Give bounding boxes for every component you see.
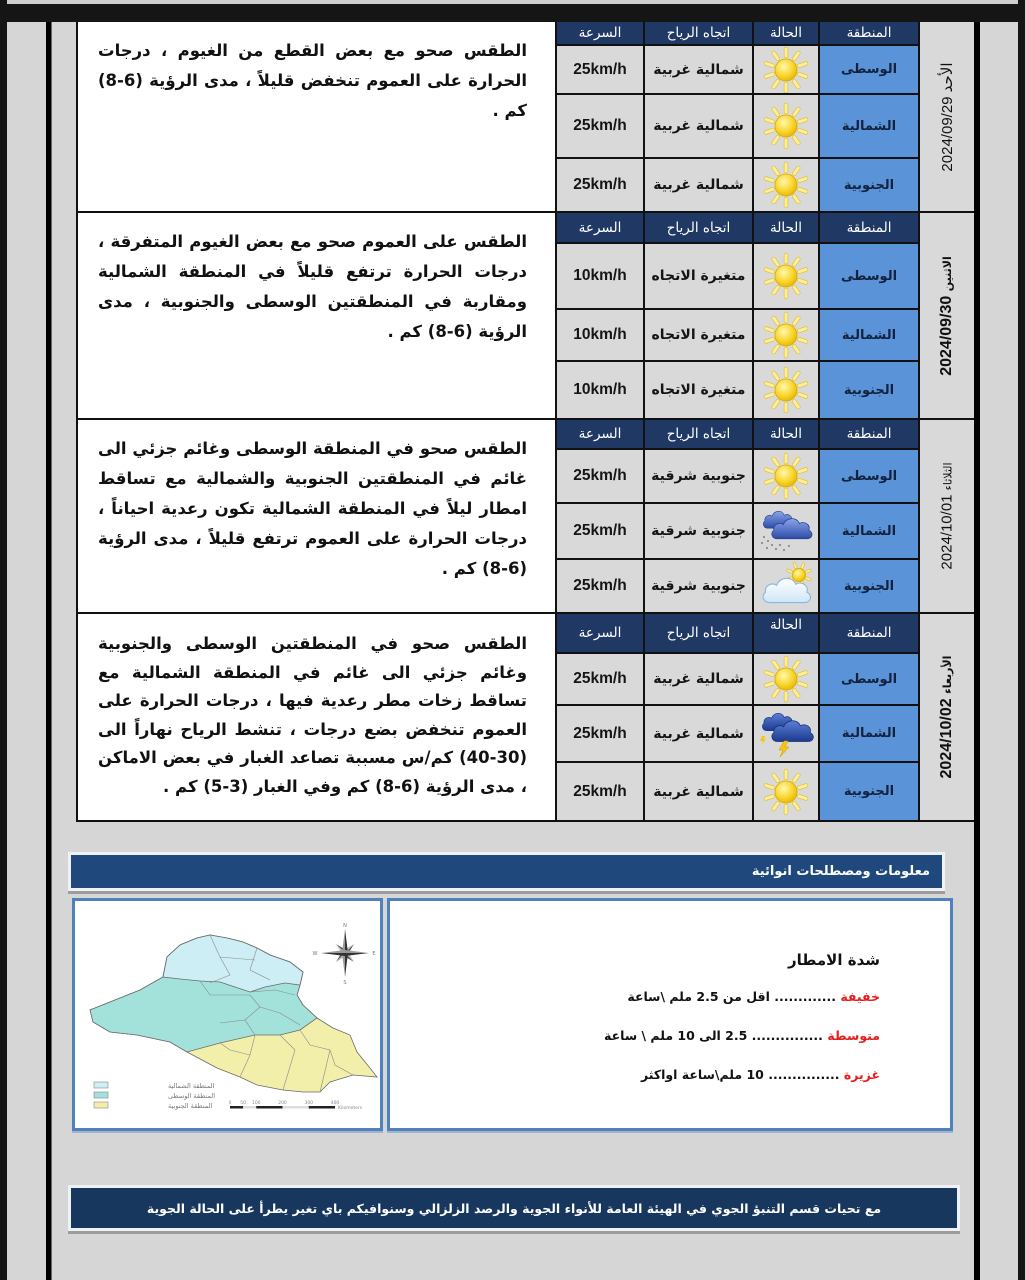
condition-cell — [754, 46, 818, 93]
scale-segment — [243, 1106, 256, 1109]
condition-cell — [754, 95, 818, 157]
wind-direction: جنوبية شرقية — [645, 560, 752, 612]
header-speed: السرعة — [557, 22, 643, 44]
region-name: الجنوبية — [820, 763, 918, 820]
header-region: المنطقة — [820, 213, 918, 242]
wind-direction: شمالية غربية — [645, 95, 752, 157]
compass-rose-icon — [313, 923, 376, 986]
wind-speed: 25km/h — [557, 159, 643, 211]
wind-direction: شمالية غربية — [645, 654, 752, 704]
day-name: الأحد — [939, 61, 956, 92]
day-date-cell — [920, 614, 974, 820]
header-condition: الحالة — [754, 213, 818, 242]
forecast-description: الطقس صحو في المنطقتين الوسطى والجنوبية وغائم جزئي الى غائم في المنطقة الشمالية مع تساقط زخات مطر رعدية فيها ، درجات الحرارة على العموم تنخفض بضع درجات ، تنشط الرياح نهاراً الى (30-40) كم/س مسببة تصاعد الغبار في بعض الاماكن ، مدى الرؤية (6-8) كم وفي الغبار (3-5) كم . — [78, 614, 555, 820]
header-speed: السرعة — [557, 420, 643, 448]
sun-icon — [758, 161, 814, 209]
region-name: الجنوبية — [820, 560, 918, 612]
day-name: الثلاثاء — [942, 462, 955, 491]
rain-level-light — [604, 989, 880, 1028]
frame-line-right — [974, 22, 980, 1280]
wind-direction: جنوبية شرقية — [645, 450, 752, 502]
rain-level-moderate — [604, 1028, 880, 1067]
sun-icon — [758, 768, 814, 816]
scale-segment — [283, 1106, 309, 1109]
header-region: المنطقة — [820, 614, 918, 652]
thunderstorm-icon — [758, 710, 814, 758]
scale-segment — [230, 1106, 243, 1109]
wind-direction: شمالية غربية — [645, 763, 752, 820]
legend-label-north: المنطقة الشمالية — [168, 1082, 215, 1090]
page-right-border — [1018, 0, 1025, 1280]
wind-direction: شمالية غربية — [645, 706, 752, 761]
wind-speed: 25km/h — [557, 504, 643, 558]
compass-label-s: S — [343, 980, 347, 986]
wind-direction: متغيرة الاتجاه — [645, 362, 752, 418]
day-date-label — [939, 462, 956, 569]
scale-unit-label: Kilometers — [338, 1106, 363, 1111]
day-name: الأربعاء — [942, 655, 954, 694]
wind-direction: شمالية غربية — [645, 46, 752, 93]
page-left-border — [0, 0, 7, 1280]
condition-cell — [754, 560, 818, 612]
rain-level-heavy — [604, 1067, 880, 1106]
wind-direction: شمالية غربية — [645, 159, 752, 211]
wind-speed: 25km/h — [557, 706, 643, 761]
scale-segment — [256, 1106, 282, 1109]
rain-level-label: متوسطة — [827, 1028, 880, 1043]
scale-tick-label: 300 — [304, 1101, 314, 1106]
scale-tick-label: 100 — [251, 1101, 261, 1106]
header-condition: الحالة — [754, 614, 818, 652]
header-speed: السرعة — [557, 213, 643, 242]
region-name: الشمالية — [820, 504, 918, 558]
scale-tick-label: 400 — [330, 1101, 340, 1106]
legend-label-middle: المنطقة الوسطى — [168, 1092, 216, 1100]
region-name: الجنوبية — [820, 362, 918, 418]
sun-icon — [758, 102, 814, 150]
rain-intensity-title: شدة الامطار — [788, 951, 880, 969]
rain-cloud-icon — [758, 507, 814, 555]
rain-level-label: غزيرة — [843, 1067, 880, 1082]
header-speed: السرعة — [557, 614, 643, 652]
rain-level-description: ............... 2.5 الى 10 ملم \ ساعة — [604, 1028, 828, 1043]
header-condition: الحالة — [754, 420, 818, 448]
wind-speed: 25km/h — [557, 46, 643, 93]
info-banner — [68, 852, 945, 891]
wind-speed: 10km/h — [557, 362, 643, 418]
wind-direction: متغيرة الاتجاه — [645, 244, 752, 308]
sun-icon — [758, 311, 814, 359]
sun-icon — [758, 452, 814, 500]
condition-cell — [754, 159, 818, 211]
wind-speed: 25km/h — [557, 654, 643, 704]
rain-level-description: ............. اقل من 2.5 ملم \ساعة — [627, 989, 841, 1004]
condition-cell — [754, 654, 818, 704]
condition-cell — [754, 450, 818, 502]
day-date-label — [938, 62, 956, 171]
forecast-description: الطقس صحو في المنطقة الوسطى وغائم جزئي الى غائم في المنطقتين الجنوبية والشمالية مع تساقط امطار ليلاً في المنطقة الشمالية تكون رعدية احياناً ، درجات الحرارة على العموم ترتفع قليلاً ، مدى الرؤية (6-8) كم . — [78, 420, 555, 612]
forecast-description: الطقس صحو مع بعض القطع من الغيوم ، درجات الحرارة على العموم تنخفض قليلاً ، مدى الرؤية (6-8) كم . — [78, 22, 555, 211]
wind-direction: جنوبية شرقية — [645, 504, 752, 558]
condition-cell — [754, 310, 818, 360]
condition-cell — [754, 706, 818, 761]
rain-intensity — [604, 951, 880, 1106]
header-condition: الحالة — [754, 22, 818, 44]
region-name: الوسطى — [820, 244, 918, 308]
sun-icon — [758, 366, 814, 414]
day-date-label — [938, 256, 956, 376]
day-name: الاثنين — [942, 255, 954, 291]
map-scale-bar — [229, 1100, 363, 1111]
wind-speed: 25km/h — [557, 763, 643, 820]
footer-message: مع تحيات قسم التنبؤ الجوي في الهيئة العامة للأنواء الجوية والرصد الزلزالي وسنوافيكم باي تغير يطرأ على الحالة الجوية — [146, 1200, 882, 1216]
date: 2024/10/02 — [938, 698, 955, 779]
iraq-regions-map — [72, 898, 383, 1131]
wind-direction: متغيرة الاتجاه — [645, 310, 752, 360]
scale-tick-label: 0 — [228, 1101, 232, 1106]
condition-cell — [754, 763, 818, 820]
footer-banner — [68, 1185, 960, 1231]
date: 2024/09/29 — [939, 95, 956, 172]
day-date-cell — [920, 213, 974, 418]
region-name: الوسطى — [820, 450, 918, 502]
map-legend — [94, 1082, 215, 1110]
region-name: الوسطى — [820, 654, 918, 704]
day-date-label — [938, 656, 956, 779]
condition-cell — [754, 504, 818, 558]
date: 2024/09/30 — [938, 295, 955, 376]
scale-tick-label: 200 — [278, 1101, 287, 1106]
wind-speed: 10km/h — [557, 244, 643, 308]
forecast-table — [76, 22, 974, 822]
legend-swatch-middle — [94, 1092, 108, 1098]
wind-speed: 25km/h — [557, 95, 643, 157]
region-name: الجنوبية — [820, 159, 918, 211]
condition-cell — [754, 244, 818, 308]
header-region: المنطقة — [820, 22, 918, 44]
frame-line-left — [46, 22, 52, 1280]
scale-tick-label: 50 — [240, 1101, 246, 1106]
sun-icon — [758, 655, 814, 703]
day-date-cell — [920, 420, 974, 612]
header-region: المنطقة — [820, 420, 918, 448]
sun-icon — [758, 252, 814, 300]
region-name: الشمالية — [820, 310, 918, 360]
compass-label-e: E — [372, 951, 376, 957]
compass-label-n: N — [343, 923, 347, 929]
region-name: الشمالية — [820, 706, 918, 761]
header-wind-direction: اتجاه الرياح — [645, 22, 752, 44]
header-wind-direction: اتجاه الرياح — [645, 614, 752, 652]
scale-segment — [309, 1106, 335, 1109]
condition-cell — [754, 362, 818, 418]
legend-label-south: المنطقة الجنوبية — [168, 1102, 213, 1110]
rain-intensity-box — [387, 898, 953, 1131]
date: 2024/10/01 — [938, 494, 956, 570]
legend-swatch-north — [94, 1082, 108, 1088]
header-wind-direction: اتجاه الرياح — [645, 213, 752, 242]
rain-level-label: خفيفة — [840, 989, 880, 1004]
rain-level-description: ............... 10 ملم\ساعة اواكثر — [640, 1067, 844, 1082]
wind-speed: 25km/h — [557, 450, 643, 502]
wind-speed: 10km/h — [557, 310, 643, 360]
region-name: الوسطى — [820, 46, 918, 93]
region-name: الشمالية — [820, 95, 918, 157]
header-wind-direction: اتجاه الرياح — [645, 420, 752, 448]
day-date-cell — [920, 22, 974, 211]
legend-swatch-south — [94, 1102, 108, 1108]
sun-icon — [758, 46, 814, 93]
compass-label-w: W — [312, 951, 318, 957]
info-banner-title: معلومات ومصطلحات انوائية — [751, 864, 930, 879]
forecast-description: الطقس على العموم صحو مع بعض الغيوم المتفرقة ، درجات الحرارة ترتفع قليلاً في المنطقة الشمالية ومقاربة في المنطقتين الوسطى والجنوبية ، مدى الرؤية (6-8) كم . — [78, 213, 555, 418]
map-drawing — [72, 898, 380, 1127]
partly-cloudy-icon — [758, 562, 814, 610]
wind-speed: 25km/h — [557, 560, 643, 612]
page-top-border — [0, 4, 1025, 22]
